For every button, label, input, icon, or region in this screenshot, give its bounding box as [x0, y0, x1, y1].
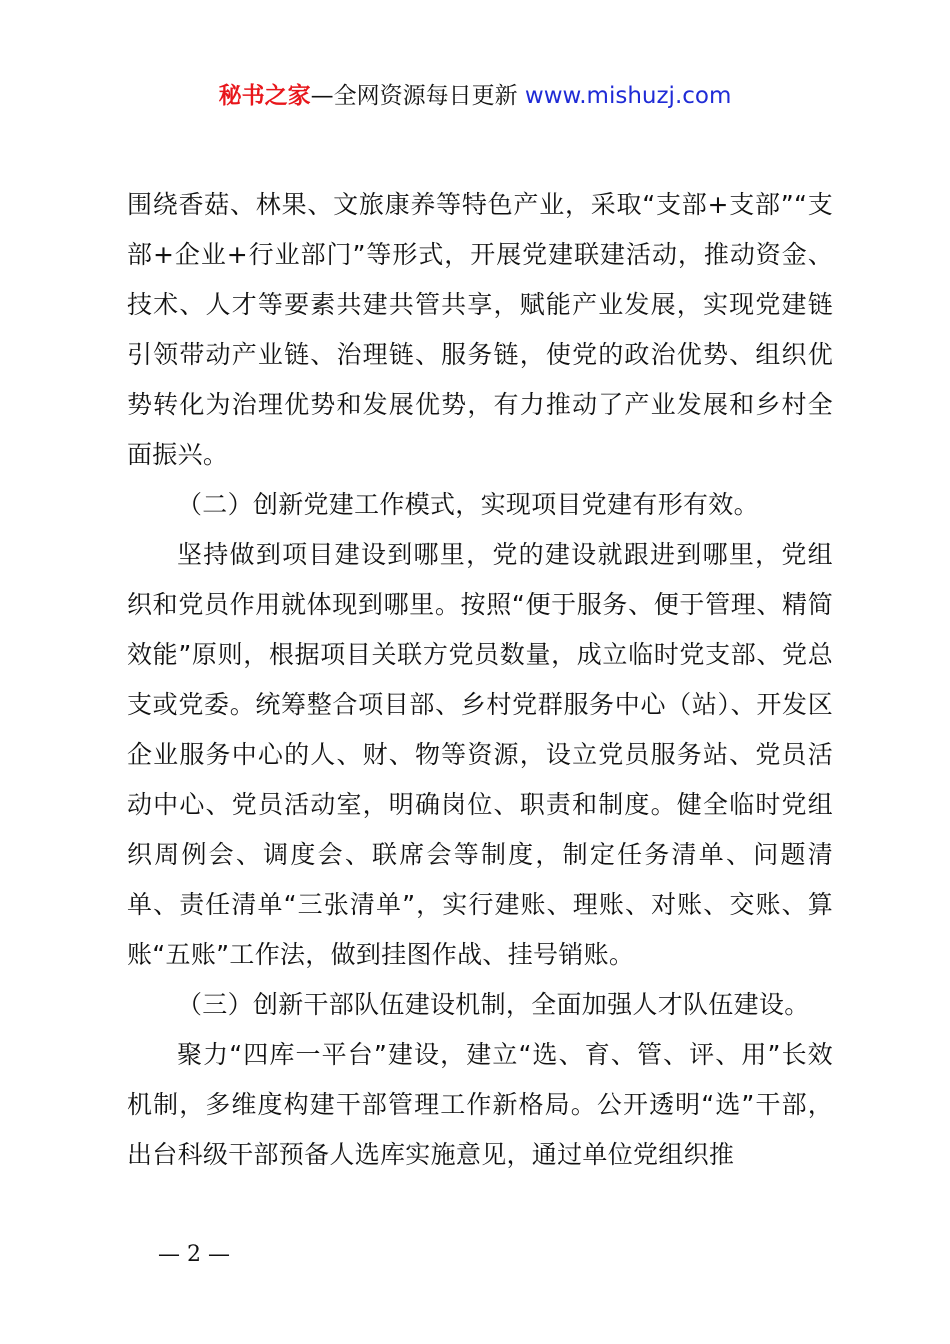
site-header	[0, 80, 950, 112]
paragraph-project-party-building: 坚持做到项目建设到哪里，党的建设就跟进到哪里，党组织和党员作用就体现到哪里。按照“便于服务、便于管理、精简效能”原则，根据项目关联方党员数量，成立临时党支部、党总支或党委。统筹整合项目部、乡村党群服务中心（站）、开发区企业服务中心的人、财、物等资源，设立党员服务站、党员活动中心、党员活动室，明确岗位、职责和制度。健全临时党组织周例会、调度会、联席会等制度，制定任务清单、问题清单、责任清单“三张清单”，实行建账、理账、对账、交账、算账“五账”工作法，做到挂图作战、挂号销账。	[127, 540, 833, 969]
site-slogan: —全网资源每日更新	[310, 83, 525, 109]
paragraph-cadre-team: 聚力“四库一平台”建设，建立“选、育、管、评、用”长效机制，多维度构建干部管理工作新格局。公开透明“选”干部，出台科级干部预备人选库实施意见，通过单位党组织推	[127, 1040, 833, 1169]
paragraph-continuation: 围绕香菇、林果、文旅康养等特色产业，采取“支部+支部”“支部+企业+行业部门”等形式，开展党建联建活动，推动资金、技术、人才等要素共建共管共享，赋能产业发展，实现党建链引领带动产业链、治理链、服务链，使党的政治优势、组织优势转化为治理优势和发展优势，有力推动了产业发展和乡村全面振兴。	[127, 190, 833, 469]
site-brand: 秘书之家	[218, 83, 311, 109]
document-body	[127, 180, 833, 1180]
section-heading-3: （三）创新干部队伍建设机制，全面加强人才队伍建设。	[177, 990, 810, 1019]
site-url-link[interactable]: www.mishuzj.com	[524, 83, 732, 109]
page-number: — 2 —	[158, 1242, 230, 1267]
section-heading-2: （二）创新党建工作模式，实现项目党建有形有效。	[177, 490, 759, 519]
